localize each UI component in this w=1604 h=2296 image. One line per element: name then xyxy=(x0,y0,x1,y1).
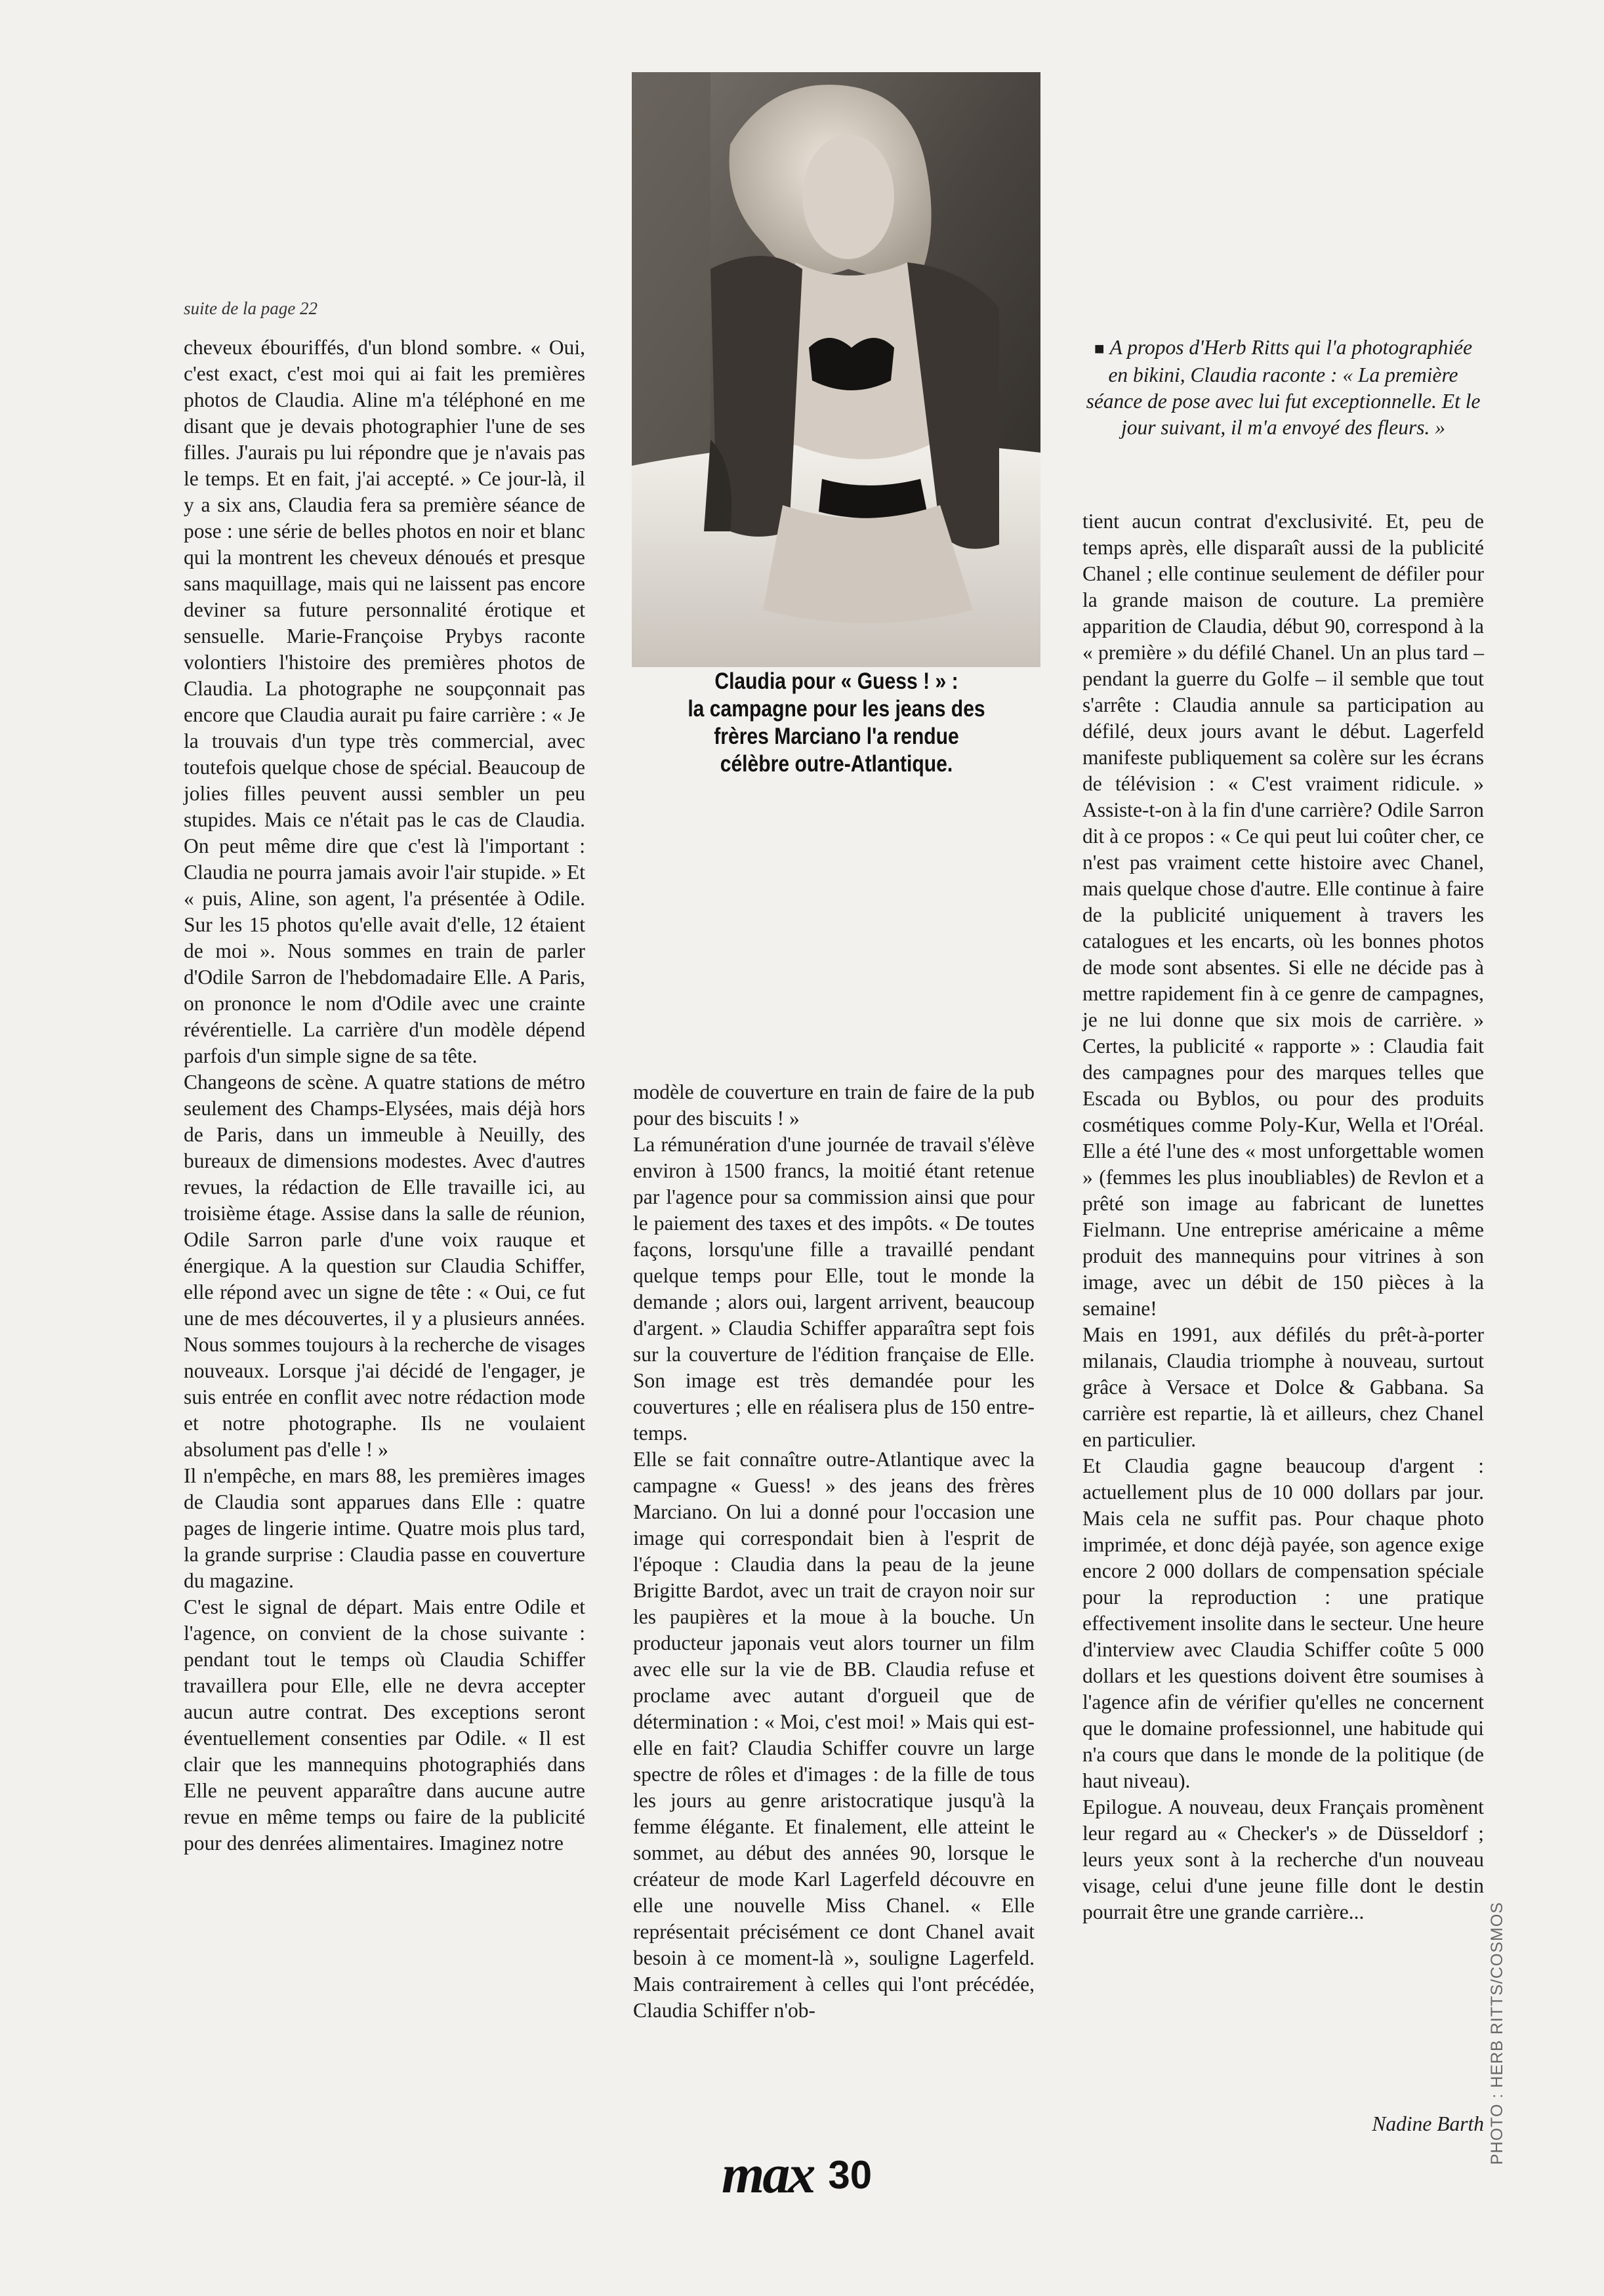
continued-from-note: suite de la page 22 xyxy=(184,298,318,318)
article-column-1 xyxy=(184,335,585,1856)
page-number: 30 xyxy=(828,2152,873,2197)
paragraph: La rémunération d'une journée de travail s'élève environ à 1500 francs, la moitié étant retenue par l'agence pour sa commission ainsi que pour le paiement des taxes et des impôts. « De toutes façons, lorsqu'une fille a travaillé pendant quelque temps pour Elle, tout le monde la demande ; alors oui, largent arrivent, beaucoup d'argent. » Claudia Schiffer apparaîtra sept fois sur la couverture de l'édition française de Elle. Son image est très demandée pour les couvertures ; elle en réalisera plus de 150 entre-temps. xyxy=(633,1133,1035,1445)
page-footer xyxy=(722,2145,872,2204)
paragraph: tient aucun contrat d'exclusivité. Et, peu de temps après, elle disparaît aussi de la publicité Chanel ; elle continue seulement de défiler pour la grande maison de couture. La première apparition de Claudia, début 90, correspond à la « première » du défilé Chanel. Un an plus tard – pendant la guerre du Golfe – il semble que tout s'arrête : Claudia annule sa participation au défilé, deux jours avant le début. Lagerfeld manifeste publiquement sa colère sur les écrans de télévision : « C'est vraiment ridicule. » Assiste-t-on à la fin d'une carrière? Odile Sarron dit à ce propos : « Ce qui peut lui coûter cher, ce n'est pas vraiment cette histoire avec Chanel, mais quelque chose d'autre. Elle continue à faire de la publicité uniquement à travers les catalogues et les encarts, où les bonnes photos de mode sont absentes. Si elle ne décide pas à mettre rapidement fin à ce genre de campagnes, je ne lui donne que six mois de carrière. » Certes, la publicité « rapporte » : Claudia fait des campagnes pour des marques telles que Escada ou Byblos, ou pour des produits cosmétiques comme Poly-Kur, Wella et l'Oréal. Elle a été l'une des « most unforgettable women » (femmes les plus inoubliables) de Revlon et a prêté son image au fabricant de lunettes Fielmann. Une entreprise américaine a même produit des mannequins pour vitrines à son image, avec un débit de 150 pièces à la semaine! xyxy=(1082,510,1484,1320)
photo-illustration xyxy=(632,72,1040,667)
photo-caption xyxy=(659,668,1014,778)
photo-credit: PHOTO : HERB RITTS/COSMOS xyxy=(1488,1902,1506,2165)
paragraph: modèle de couverture en train de faire de la pub pour des biscuits ! » xyxy=(633,1080,1035,1130)
caption-line: Claudia pour « Guess ! » : xyxy=(714,668,958,694)
caption-line: la campagne pour les jeans des xyxy=(688,696,985,722)
magazine-logo: max xyxy=(722,2144,814,2205)
square-bullet-icon: ■ xyxy=(1094,339,1105,358)
pull-quote xyxy=(1082,335,1484,441)
paragraph: Changeons de scène. A quatre stations de métro seulement des Champs-Elysées, mais déjà hors de Paris, dans un immeuble à Neuilly, des bureaux de dimensions modestes. Avec d'autres revues, la rédaction de Elle travaille ici, au troisième étage. Assise dans la salle de réunion, Odile Sarron parle d'une voix rauque et énergique. A la question sur Claudia Schiffer, elle répond avec un signe de tête : « Oui, ce fut une de mes découvertes, il y a plusieurs années. Nous sommes toujours à la recherche de visages nouveaux. Lorsque j'ai décidé de l'engager, je suis entrée en conflit avec notre rédaction mode et notre photographe. Ils ne voulaient absolument pas d'elle ! » xyxy=(184,1071,585,1461)
paragraph: cheveux ébouriffés, d'un blond sombre. « Oui, c'est exact, c'est moi qui ai fait les premières photos de Claudia. Aline m'a téléphoné en me disant que je devais photographier l'une de ses filles. J'aurais pu lui répondre que je n'avais pas le temps. Et en fait, j'ai accepté. » Ce jour-là, il y a six ans, Claudia fera sa première séance de pose : une série de belles photos en noir et blanc qui la montrent les cheveux dénoués et presque sans maquillage, mais qui ne laissent pas encore deviner sa future personnalité érotique et sensuelle. Marie-Françoise Prybys raconte volontiers l'histoire des premières photos de Claudia. La photographe ne soupçonnait pas encore que Claudia aurait pu faire carrière : « Je la trouvais d'un type très commercial, avec toutefois quelque chose de spécial. Beaucoup de jolies filles peuvent aussi sembler un peu stupides. Mais ce n'était pas le cas de Claudia. On peut même dire que c'est là l'important : Claudia ne pourra jamais avoir l'air stupide. » Et « puis, Aline, son agent, l'a présentée à Odile. Sur les 15 photos qu'elle avait d'elle, 12 étaient de moi ». Nous sommes en train de parler d'Odile Sarron de l'hebdomadaire Elle. A Paris, on prononce le nom d'Odile avec une crainte révérentielle. La carrière d'un modèle dépend parfois d'un simple signe de sa tête. xyxy=(184,336,585,1067)
caption-line: frères Marciano l'a rendue xyxy=(714,724,959,749)
article-column-3 xyxy=(1082,508,1484,1925)
article-column-2 xyxy=(633,1079,1035,2024)
paragraph: Mais en 1991, aux défilés du prêt-à-porter milanais, Claudia triomphe à nouveau, surtout grâce à Versace et Dolce & Gabbana. Sa carrière est repartie, là et ailleurs, chez Chanel en particulier. xyxy=(1082,1323,1484,1451)
paragraph: Epilogue. A nouveau, deux Français promènent leur regard au « Checker's » de Düsseldorf ; leurs yeux sont à la recherche d'un nouveau visage, celui d'une jeune fille dont le destin pourrait être une grande carrière... xyxy=(1082,1795,1484,1923)
paragraph: Elle se fait connaître outre-Atlantique avec la campagne « Guess! » des jeans des frères Marciano. On lui a donné pour l'occasion une image qui correspondait bien à l'esprit de l'époque : Claudia dans la peau de la jeune Brigitte Bardot, avec un trait de crayon noir sur les paupières et la moue à la bouche. Un producteur japonais veut alors tourner un film avec elle sur la vie de BB. Claudia refuse et proclame avec autant d'orgueil que de détermination : « Moi, c'est moi! » Mais qui est-elle en fait? Claudia Schiffer couvre un large spectre de rôles et d'images : de la fille de tous les jours au genre aristocratique jusqu'à la femme élégante. Et finalement, elle atteint le sommet, au début des années 90, lorsque le créateur de mode Karl Lagerfeld découvre en elle une nouvelle Miss Chanel. « Elle représentait précisément ce dont Chanel avait besoin à ce moment-là », souligne Lagerfeld. Mais contrairement à celles qui l'ont précédée, Claudia Schiffer n'ob- xyxy=(633,1448,1035,2022)
author-signature: Nadine Barth xyxy=(1372,2112,1484,2135)
pull-quote-text: A propos d'Herb Ritts qui l'a photographiée en bikini, Claudia raconte : « La première séance de pose avec lui fut exceptionnelle. Et le jour suivant, il m'a envoyé des fleurs. » xyxy=(1086,336,1481,439)
paragraph: Et Claudia gagne beaucoup d'argent : actuellement plus de 10 000 dollars par jour. Mais cela ne suffit pas. Pour chaque photo imprimée, et donc déjà payée, son agence exige encore 2 000 dollars de compensation spéciale pour la reproduction : une pratique effectivement insolite dans le secteur. Une heure d'interview avec Claudia Schiffer coûte 5 000 dollars et les questions doivent être soumises à l'agence afin de vérifier qu'elles ne concernent que le domaine professionnel, une habitude qui n'a cours que dans le monde de la politique (de haut niveau). xyxy=(1082,1454,1484,1792)
paragraph: C'est le signal de départ. Mais entre Odile et l'agence, on convient de la chose suivante : pendant tout le temps où Claudia Schiffer travaillera pour Elle, elle ne devra accepter aucun autre contrat. Des exceptions seront éventuellement consenties par Odile. « Il est clair que les mannequins photographiés dans Elle ne peuvent apparaître dans aucune autre revue en même temps ou faire de la publicité pour des denrées alimentaires. Imaginez notre xyxy=(184,1595,585,1855)
paragraph: Il n'empêche, en mars 88, les premières images de Claudia sont apparues dans Elle : quatre pages de lingerie intime. Quatre mois plus tard, la grande surprise : Claudia passe en couverture du magazine. xyxy=(184,1464,585,1592)
caption-line: célèbre outre-Atlantique. xyxy=(720,751,953,777)
photo-claudia-guess xyxy=(632,72,1040,667)
